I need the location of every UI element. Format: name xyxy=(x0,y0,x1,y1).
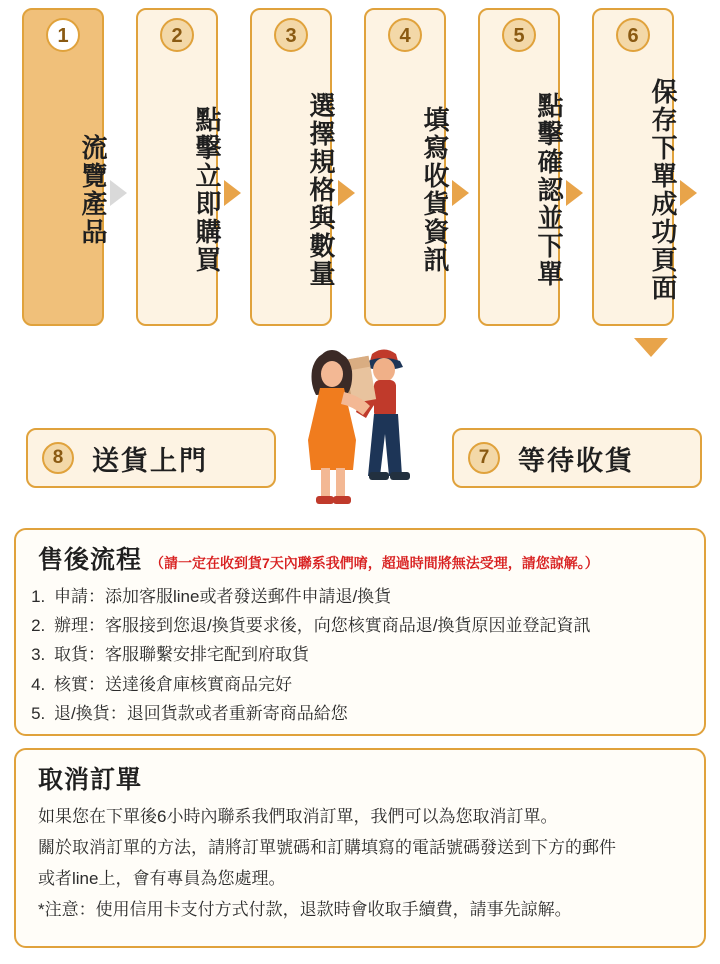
delivery-illustration xyxy=(268,318,448,508)
flow-pill-7-number: 7 xyxy=(468,442,500,474)
flow-step-6[interactable] xyxy=(592,8,678,326)
flow-steps-row xyxy=(0,8,720,333)
flow-step-2[interactable] xyxy=(136,8,222,326)
flow-step-1-label: 流覽產品 xyxy=(78,134,108,246)
cancel-order-line: 如果您在下單後6小時內聯系我們取消訂單，我們可以為您取消訂單。 xyxy=(38,807,558,826)
flow-step-2-number: 2 xyxy=(160,18,194,52)
list-item: 4. 核實：送達後倉庫核實商品完好 xyxy=(50,670,704,699)
flow-step-1[interactable] xyxy=(22,8,108,326)
flow-step-2-label: 點擊立即購買 xyxy=(192,106,222,274)
flow-step-4-label: 填寫收貨資訊 xyxy=(420,106,450,274)
flow-arrow-5-icon xyxy=(566,180,583,206)
flow-step-4-number: 4 xyxy=(388,18,422,52)
flow-pill-8-number: 8 xyxy=(42,442,74,474)
after-sales-panel xyxy=(14,528,706,736)
flow-arrow-down-icon xyxy=(634,338,668,357)
flow-arrow-1-icon xyxy=(110,180,127,206)
cancel-order-line: 關於取消訂單的方法，請將訂單號碼和訂購填寫的電話號碼發送到下方的郵件 xyxy=(38,837,616,857)
after-sales-note: （請一定在收到貨7天內聯系我們唷，超過時間將無法受理，請您諒解。） xyxy=(150,555,599,571)
flow-step-1-number: 1 xyxy=(46,18,80,52)
flow-step-5[interactable] xyxy=(478,8,564,326)
flow-pill-7[interactable] xyxy=(452,428,702,488)
cancel-order-line: 或者line上，會有專員為您處理。 xyxy=(38,868,286,888)
flow-arrow-3-icon xyxy=(338,180,355,206)
list-item: 3. 取貨：客服聯繫安排宅配到府取貨 xyxy=(50,640,704,669)
flow-step-6-number: 6 xyxy=(616,18,650,52)
cancel-order-panel xyxy=(14,748,706,948)
cancel-order-title: 取消訂單 xyxy=(38,766,143,794)
flow-pill-8-label: 送貨上門 xyxy=(92,445,208,476)
list-item: 5. 退/換貨：退回貨款或者重新寄商品給您 xyxy=(50,699,704,728)
after-sales-list xyxy=(16,582,704,728)
flow-step-5-number: 5 xyxy=(502,18,536,52)
list-item: 2. 辦理：客服接到您退/換貨要求後，向您核實商品退/換貨原因並登記資訊 xyxy=(50,611,704,640)
flow-step-3-number: 3 xyxy=(274,18,308,52)
flow-arrow-4-icon xyxy=(452,180,469,206)
flow-step-4[interactable] xyxy=(364,8,450,326)
flow-step-3[interactable] xyxy=(250,8,336,326)
list-item: 1. 申請：添加客服line或者發送郵件申請退/換貨 xyxy=(50,582,704,611)
flow-step-5-label: 點擊確認並下單 xyxy=(534,92,564,288)
after-sales-title: 售後流程 xyxy=(38,546,143,574)
flow-pill-8[interactable] xyxy=(26,428,276,488)
flow-pill-7-label: 等待收貨 xyxy=(518,445,634,476)
cancel-order-header xyxy=(16,750,704,796)
flow-step-3-label: 選擇規格與數量 xyxy=(306,92,336,288)
flow-step-6-label: 保存下單成功頁面 xyxy=(648,78,678,302)
cancel-order-body xyxy=(16,796,704,938)
after-sales-header xyxy=(16,530,704,576)
flow-arrow-6-icon xyxy=(680,180,697,206)
cancel-order-line: *注意：使用信用卡支付方式付款，退款時會收取手續費，請事先諒解。 xyxy=(38,899,572,919)
flow-arrow-2-icon xyxy=(224,180,241,206)
